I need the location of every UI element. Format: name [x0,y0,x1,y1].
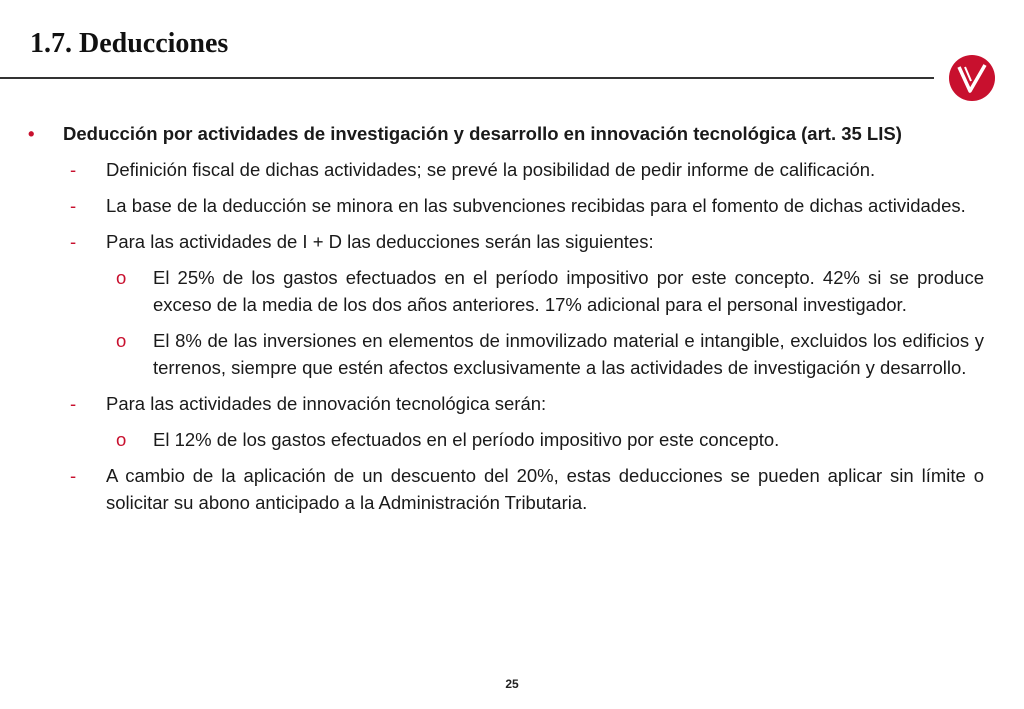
sub-list-item-text: El 12% de los gastos efectuados en el período impositivo por este concepto. [153,429,780,450]
list-item-text: Para las actividades de innovación tecnológica serán: [106,393,547,414]
list-item [28,390,984,417]
dash-marker: - [70,231,77,252]
list-item-text: Para las actividades de I + D las deducciones serán las siguientes: [106,231,654,252]
sub-list-item [28,426,984,453]
list-item [28,462,984,516]
main-bullet-text: Deducción por actividades de investigación y desarrollo en innovación tecnológica (art. 35 LIS) [63,123,902,144]
page-number: 25 [505,677,519,691]
list-item-text: Definición fiscal de dichas actividades; se prevé la posibilidad de pedir informe de calificación. [106,159,876,180]
list-item-text: A cambio de la aplicación de un descuento del 20%, estas deducciones se pueden aplicar sin límite o solicitar su abono anticipado a la Administración Tributaria. [106,465,984,513]
slide-title: 1.7. Deducciones [30,28,229,59]
slide-body [28,120,984,525]
sub-list-item [28,327,984,381]
main-bullet [28,120,984,147]
dash-marker: - [70,159,77,180]
circle-marker: o [116,330,127,351]
circle-marker: o [116,267,127,288]
dash-marker: - [70,195,77,216]
circle-marker: o [116,429,127,450]
dash-marker: - [70,465,77,486]
dash-marker: - [70,393,77,414]
list-item-text: La base de la deducción se minora en las subvenciones recibidas para el fomento de dichas actividades. [106,195,966,216]
list-item [28,192,984,219]
list-item [28,228,984,255]
bullet-marker: • [28,123,35,144]
v-logo-icon [948,54,996,102]
sub-list-item-text: El 25% de los gastos efectuados en el período impositivo por este concepto. 42% si se produce exceso de la media de los dos años anteriores. 17% adicional para el personal investigador. [153,267,984,315]
sub-list-item-text: El 8% de las inversiones en elementos de inmovilizado material e intangible, excluidos los edificios y terrenos, siempre que estén afectos exclusivamente a las actividades de investigación y desarrollo. [153,330,984,378]
list-item [28,156,984,183]
sub-list-item [28,264,984,318]
title-divider [0,77,934,79]
